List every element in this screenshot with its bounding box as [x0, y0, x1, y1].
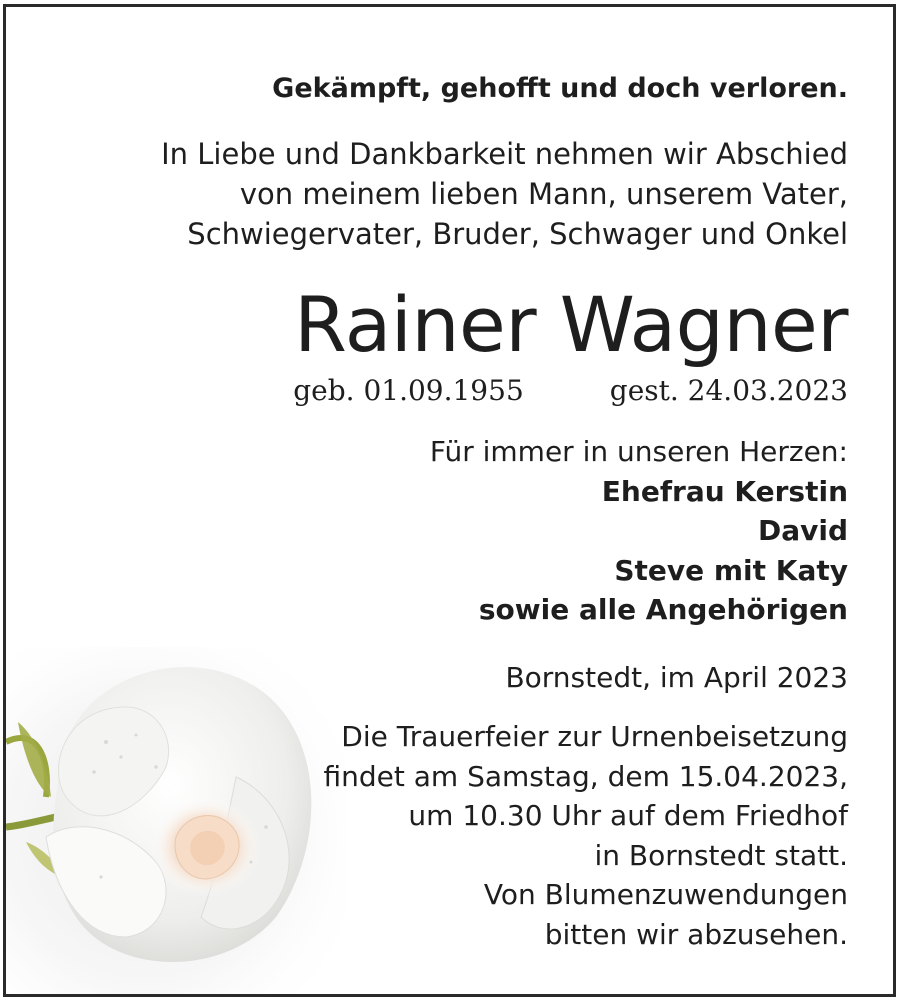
intro-text	[161, 134, 848, 254]
white-rose-image	[6, 647, 346, 994]
place-date: Bornstedt, im April 2023	[505, 661, 848, 694]
intro-line: von meinem lieben Mann, unserem Vater,	[239, 177, 848, 211]
mourner-name: Ehefrau Kerstin	[601, 474, 848, 508]
ceremony-line: Die Trauerfeier zur Urnenbeisetzung	[341, 720, 848, 753]
mourners-block	[430, 432, 848, 630]
deceased-name: Rainer Wagner	[294, 280, 848, 369]
ceremony-info	[324, 717, 849, 955]
mourner-name: Steve mit Katy	[614, 553, 848, 587]
mourners-intro: Für immer in unseren Herzen:	[429, 435, 848, 468]
ceremony-line: bitten wir abzusehen.	[544, 917, 848, 951]
ceremony-line: Von Blumenzuwendungen	[483, 878, 848, 912]
ceremony-line: in Bornstedt statt.	[594, 838, 848, 872]
death-date: gest. 24.03.2023	[609, 374, 848, 407]
life-dates	[293, 371, 848, 411]
ceremony-line: findet am Samstag, dem 15.04.2023,	[323, 759, 848, 793]
motto: Gekämpft, gehofft und doch verloren.	[272, 73, 848, 104]
birth-date: geb. 01.09.1955	[293, 374, 524, 407]
ceremony-line: um 10.30 Uhr auf dem Friedhof	[408, 799, 848, 833]
intro-line: In Liebe und Dankbarkeit nehmen wir Abschied	[161, 137, 848, 171]
intro-line: Schwiegervater, Bruder, Schwager und Onkel	[187, 217, 848, 251]
mourner-name: sowie alle Angehörigen	[478, 593, 848, 626]
mourner-name: David	[757, 514, 848, 547]
obituary-frame	[3, 4, 896, 997]
